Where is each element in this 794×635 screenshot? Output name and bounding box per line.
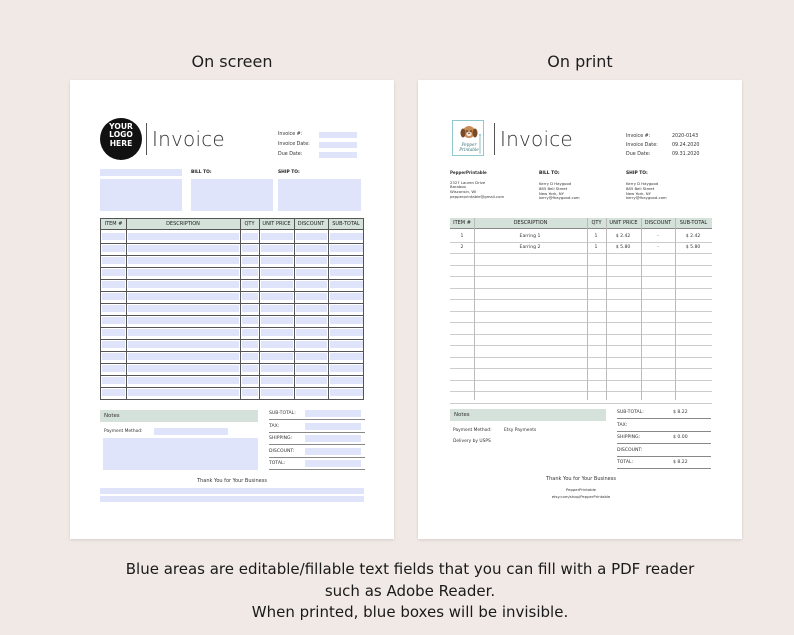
item-cell-field[interactable] [128, 305, 239, 312]
item-cell-field[interactable] [261, 269, 293, 276]
item-cell-field[interactable] [128, 365, 239, 372]
payment-method-value: Etsy Payments [504, 428, 537, 433]
item-cell-field[interactable] [242, 305, 258, 312]
item-cell-field[interactable] [242, 269, 258, 276]
total-label: SUB-TOTAL: [617, 410, 644, 415]
item-cell-field[interactable] [102, 233, 125, 240]
total-field[interactable] [305, 423, 361, 430]
item-cell-field[interactable] [102, 245, 125, 252]
logo-divider [146, 123, 147, 155]
item-cell-field[interactable] [261, 245, 293, 252]
footer-url: etsy.com/shop/PepperPrintable [551, 494, 611, 499]
item-cell-field[interactable] [296, 305, 327, 312]
col-description: DESCRIPTION [513, 220, 548, 226]
total-divider [269, 457, 365, 458]
invoice-number-field[interactable] [319, 132, 357, 138]
item-cell-field[interactable] [296, 389, 327, 396]
bill-to-field[interactable] [191, 179, 273, 211]
item-cell-field[interactable] [330, 329, 363, 336]
due-date-field[interactable] [319, 152, 357, 158]
item-cell-field[interactable] [128, 269, 239, 276]
bill-to-label: BILL TO: [191, 170, 212, 175]
item-cell-field[interactable] [330, 293, 363, 300]
total-label: TOTAL: [617, 460, 634, 465]
col-unit-price: UNIT PRICE [609, 220, 638, 226]
item-cell-field[interactable] [261, 305, 293, 312]
item-subtotal: $ 5.80 [685, 245, 701, 250]
col-subtotal: SUB-TOTAL [332, 221, 360, 227]
item-cell-field[interactable] [330, 353, 363, 360]
item-cell-field[interactable] [330, 257, 363, 264]
item-cell-field[interactable] [296, 329, 327, 336]
total-field[interactable] [305, 435, 361, 442]
item-cell-field[interactable] [102, 305, 125, 312]
item-cell-field[interactable] [102, 377, 125, 384]
col-discount: DISCOUNT [297, 221, 325, 227]
item-cell-field[interactable] [261, 257, 293, 264]
item-cell-field[interactable] [261, 329, 293, 336]
item-cell-field[interactable] [261, 293, 293, 300]
item-cell-field[interactable] [128, 353, 239, 360]
seller-address-field[interactable] [100, 179, 182, 211]
item-cell-field[interactable] [330, 365, 363, 372]
description-line-3: When printed, blue boxes will be invisible. [251, 603, 569, 621]
total-field[interactable] [305, 410, 361, 417]
total-field[interactable] [305, 448, 361, 455]
item-cell-field[interactable] [128, 341, 239, 348]
total-label: DISCOUNT: [269, 448, 295, 454]
ship-to-label: SHIP TO: [278, 170, 300, 175]
item-cell-field[interactable] [261, 341, 293, 348]
total-label: DISCOUNT: [617, 447, 643, 453]
item-cell-field[interactable] [330, 317, 363, 324]
logo-divider [494, 123, 495, 155]
invoice-date-label: Invoice Date: [626, 143, 658, 148]
item-cell-field[interactable] [330, 269, 363, 276]
item-cell-field[interactable] [128, 317, 239, 324]
caption-on-screen: On screen [191, 52, 273, 71]
total-label: TAX: [617, 422, 628, 428]
item-cell-field[interactable] [242, 317, 258, 324]
item-cell-field[interactable] [261, 365, 293, 372]
item-cell-field[interactable] [242, 245, 258, 252]
total-label: TOTAL: [269, 461, 286, 466]
item-cell-field[interactable] [242, 377, 258, 384]
item-cell-field[interactable] [296, 365, 327, 372]
item-cell-field[interactable] [330, 281, 363, 288]
payment-method-label: Payment Method: [104, 429, 143, 434]
description-line-2: such as Adobe Reader. [324, 582, 496, 600]
item-cell-field[interactable] [330, 341, 363, 348]
due-date-label: Due Date: [278, 152, 303, 157]
invoice-number-label: Invoice #: [278, 132, 303, 137]
ship-to-address: Kerry D Haygood 885 Bell Street New York, NY kerry@fhaygood.com [626, 181, 667, 201]
brand-logo-line2: Printable [459, 146, 479, 152]
caption-on-print: On print [547, 52, 613, 71]
item-cell-field[interactable] [128, 233, 239, 240]
item-item: 1 [460, 233, 464, 239]
payment-method-label: Payment Method: [453, 428, 492, 433]
item-cell-field[interactable] [296, 377, 327, 384]
item-cell-field[interactable] [330, 389, 363, 396]
item-cell-field[interactable] [296, 257, 327, 264]
item-cell-field[interactable] [128, 389, 239, 396]
invoice-title: Invoice [500, 127, 573, 151]
item-cell-field[interactable] [296, 341, 327, 348]
description-line-1: Blue areas are editable/fillable text fields that you can fill with a PDF reader [125, 560, 695, 578]
seller-name-field[interactable] [100, 169, 182, 176]
items-table-header [450, 218, 712, 229]
thanks-message: Thank You for Your Business [546, 476, 616, 482]
col-unit-price: UNIT PRICE [262, 221, 291, 227]
item-cell-field[interactable] [242, 341, 258, 348]
total-divider [617, 443, 711, 444]
item-cell-field[interactable] [330, 233, 363, 240]
item-cell-field[interactable] [242, 353, 258, 360]
total-label: SHIPPING: [617, 435, 641, 440]
item-subtotal: $ 2.42 [685, 233, 701, 239]
items-table [450, 218, 712, 400]
seller-address: PepperPrintable 2327 Lauren Drive Baraboo Wisconsin, WI pepperprintable@gmail.com [450, 170, 505, 199]
total-divider [617, 431, 711, 432]
total-field[interactable] [305, 460, 361, 467]
item-description: Earring 2 [519, 245, 541, 250]
item-cell-field[interactable] [330, 245, 363, 252]
item-unit-price: $ 5.80 [615, 245, 631, 250]
notes-header: Notes [100, 410, 258, 422]
brand-logo-line1: Pepper [461, 142, 477, 147]
items-table [100, 218, 364, 400]
item-cell-field[interactable] [102, 293, 125, 300]
item-cell-field[interactable] [296, 281, 327, 288]
notes-text: Delivery by USPS [453, 439, 491, 444]
footer-name-field[interactable] [100, 488, 364, 494]
item-cell-field[interactable] [102, 341, 125, 348]
item-cell-field[interactable] [242, 389, 258, 396]
total-divider [269, 432, 365, 433]
item-cell-field[interactable] [128, 293, 239, 300]
invoice-number-label: Invoice #: [626, 134, 651, 139]
invoice-title: Invoice [152, 127, 225, 151]
ship-to-label: SHIP TO: [626, 171, 648, 176]
seller-name: PepperPrintable [450, 170, 487, 175]
item-cell-field[interactable] [102, 353, 125, 360]
item-qty: 1 [594, 245, 598, 250]
item-cell-field[interactable] [296, 293, 327, 300]
item-cell-field[interactable] [102, 257, 125, 264]
total-divider [617, 456, 711, 457]
total-label: SHIPPING: [269, 436, 293, 441]
item-cell-field[interactable] [296, 245, 327, 252]
items-table-header [101, 219, 363, 230]
item-cell-field[interactable] [242, 233, 258, 240]
item-cell-field[interactable] [128, 281, 239, 288]
item-cell-field[interactable] [296, 353, 327, 360]
bill-to-label: BILL TO: [539, 171, 560, 176]
item-cell-field[interactable] [128, 257, 239, 264]
item-cell-field[interactable] [261, 389, 293, 396]
item-cell-field[interactable] [102, 389, 125, 396]
logo-placeholder: YOUR LOGO HERE [100, 118, 142, 160]
total-value: $ 0.00 [673, 435, 688, 440]
item-cell-field[interactable] [296, 233, 327, 240]
item-cell-field[interactable] [242, 329, 258, 336]
total-divider [269, 419, 365, 420]
item-cell-field[interactable] [261, 317, 293, 324]
col-discount: DISCOUNT [644, 220, 672, 226]
footer-url-field[interactable] [100, 496, 364, 502]
total-divider [617, 468, 711, 469]
due-date-label: Due Date: [626, 152, 651, 157]
item-cell-field[interactable] [330, 305, 363, 312]
item-cell-field[interactable] [102, 281, 125, 288]
total-label: SUB-TOTAL: [269, 411, 296, 416]
notes-field[interactable] [103, 438, 258, 470]
item-discount: - [657, 245, 659, 250]
thanks-message: Thank You for Your Business [197, 478, 267, 484]
item-qty: 1 [594, 233, 598, 239]
item-discount: - [657, 233, 659, 239]
col-description: DESCRIPTION [166, 221, 200, 227]
total-value: $ 8.22 [673, 410, 688, 415]
ship-to-field[interactable] [278, 179, 361, 211]
invoice-date-field[interactable] [319, 142, 357, 148]
total-value: $ 8.22 [673, 460, 688, 465]
item-cell-field[interactable] [128, 377, 239, 384]
item-cell-field[interactable] [261, 377, 293, 384]
item-cell-field[interactable] [102, 269, 125, 276]
col-item: ITEM # [453, 220, 471, 226]
item-cell-field[interactable] [242, 293, 258, 300]
col-qty: QTY [244, 221, 255, 227]
total-divider [269, 469, 365, 470]
item-cell-field[interactable] [102, 317, 125, 324]
item-unit-price: $ 2.42 [615, 233, 631, 239]
invoice-on-screen [70, 80, 394, 539]
bill-to-address: Kerry D Haygood 885 Bell Street New York, NY kerry@fhaygood.com [539, 181, 580, 201]
item-cell-field[interactable] [128, 245, 239, 252]
total-label: TAX: [269, 423, 280, 429]
invoice-date-label: Invoice Date: [278, 142, 310, 147]
item-cell-field[interactable] [261, 233, 293, 240]
item-item: 2 [460, 245, 464, 250]
item-cell-field[interactable] [261, 281, 293, 288]
item-cell-field[interactable] [330, 377, 363, 384]
due-date-value: 09.31.2020 [672, 152, 700, 157]
item-cell-field[interactable] [261, 353, 293, 360]
payment-method-field[interactable] [154, 428, 228, 435]
invoice-date-value: 09.24.2020 [672, 143, 700, 148]
total-divider [269, 444, 365, 445]
col-subtotal: SUB-TOTAL [679, 220, 708, 226]
col-item: ITEM # [104, 221, 123, 227]
invoice-number-value: 2020-0143 [672, 134, 699, 139]
item-cell-field[interactable] [102, 365, 125, 372]
footer-name: PepperPrintable [565, 487, 597, 492]
item-cell-field[interactable] [296, 269, 327, 276]
item-description: Earring 1 [519, 233, 541, 239]
brand-logo [452, 120, 484, 156]
total-divider [617, 418, 711, 419]
item-cell-field[interactable] [242, 281, 258, 288]
item-cell-field[interactable] [242, 257, 258, 264]
item-cell-field[interactable] [102, 329, 125, 336]
item-cell-field[interactable] [242, 365, 258, 372]
item-cell-field[interactable] [296, 317, 327, 324]
col-qty: QTY [591, 220, 602, 226]
invoice-on-print [418, 80, 742, 539]
notes-header: Notes [450, 409, 606, 421]
item-cell-field[interactable] [128, 329, 239, 336]
